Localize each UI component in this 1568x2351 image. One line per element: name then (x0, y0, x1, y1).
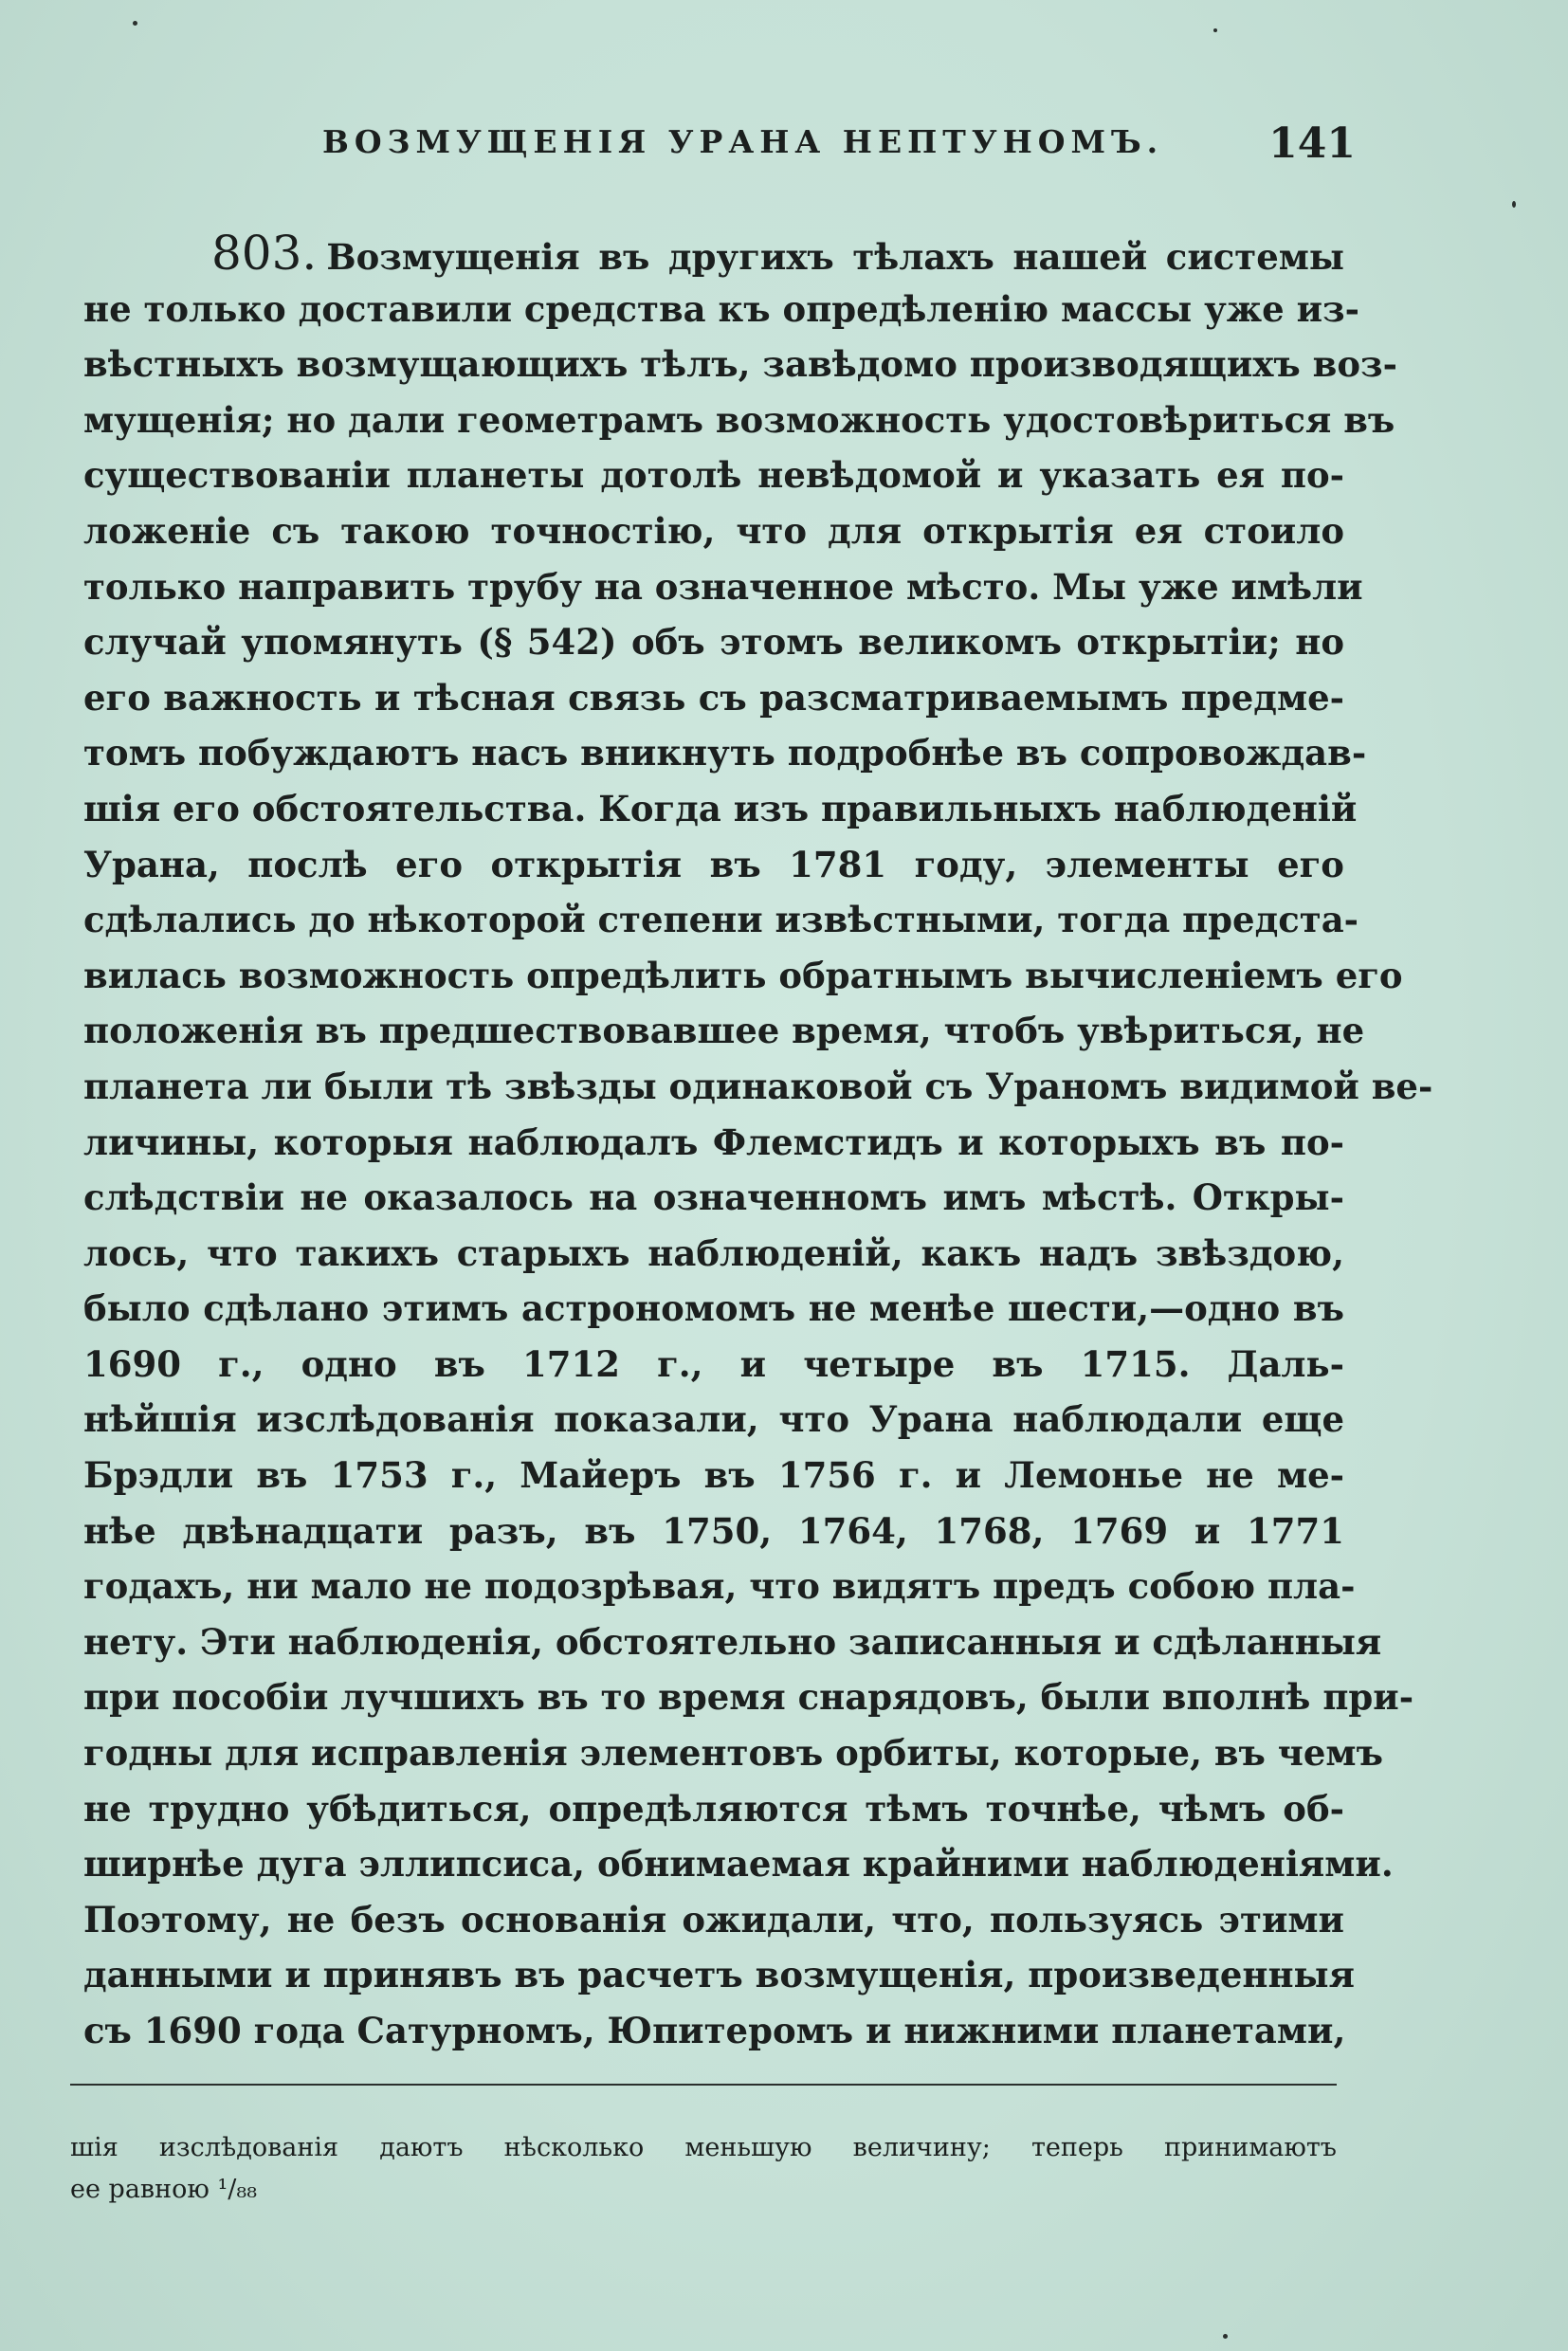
text-line: личины, которыя наблюдалъ Флемстидъ и которыхъ въ по- (83, 1121, 1344, 1163)
text-line: нету. Эти наблюденія, обстоятельно записанныя и сдѣланныя (83, 1620, 1382, 1663)
text-line: при пособіи лучшихъ въ то время снарядовъ, были вполнѣ при- (83, 1676, 1414, 1719)
text-line: случай упомянуть (§ 542) объ этомъ великомъ открытіи; но (83, 621, 1344, 664)
text-line: данными и принявъ въ расчетъ возмущенія, произведенныя (83, 1954, 1355, 1996)
text-line: его важность и тѣсная связь съ разсматриваемымъ предме- (83, 676, 1344, 719)
page-number: 141 (1268, 119, 1356, 168)
section-number: 803. (211, 226, 318, 281)
running-head (322, 119, 1356, 176)
text-line: ширнѣе дуга эллипсиса, обнимаемая крайними наблюденіями. (83, 1843, 1394, 1886)
text-line: мущенія; но дали геометрамъ возможность удостовѣриться въ (83, 398, 1395, 441)
footnote-line: ее равною ¹/₈₈ (70, 2175, 258, 2204)
text-line: годахъ, ни мало не подозрѣвая, что видятъ предъ собою пла- (83, 1565, 1356, 1608)
text-line: не только доставили средства къ опредѣленію массы уже из- (83, 287, 1359, 330)
text-line: съ 1690 года Сатурномъ, Юпитеромъ и нижними планетами, (83, 2010, 1346, 2051)
text-line: было сдѣлано этимъ астрономомъ не менѣе шести,—одно въ (83, 1287, 1344, 1330)
footnote (70, 2127, 1337, 2211)
text-line: вѣстныхъ возмущающихъ тѣлъ, завѣдомо производящихъ воз- (83, 343, 1398, 386)
text-line: 1690 г., одно въ 1712 г., и четыре въ 1715. Даль- (83, 1342, 1344, 1385)
text-line: Поэтому, не безъ основанія ожидали, что, пользуясь этими (83, 1898, 1344, 1941)
text-line: ложеніе съ такою точностію, что для открытія ея стоило (83, 509, 1344, 552)
text-line (83, 226, 1344, 282)
running-title: ВОЗМУЩЕНІЯ УРАНА НЕПТУНОМЪ. (322, 123, 1164, 160)
text-line: шія его обстоятельства. Когда изъ правильныхъ наблюденій (83, 787, 1358, 829)
section-803-text (83, 226, 1433, 2059)
text-line: томъ побуждаютъ насъ вникнуть подробнѣе въ сопровождав- (83, 732, 1367, 775)
text-line-content: Возмущенія въ другихъ тѣлахъ нашей системы (326, 236, 1344, 278)
text-line: вилась возможность опредѣлить обратнымъ вычисленіемъ его (83, 954, 1403, 996)
text-line: положенія въ предшествовавшее время, чтобъ увѣриться, не (83, 1010, 1365, 1052)
text-line: слѣдствіи не оказалось на означенномъ имъ мѣстѣ. Откры- (83, 1176, 1344, 1219)
text-line: Брэдли въ 1753 г., Майеръ въ 1756 г. и Лемонье не ме- (83, 1454, 1344, 1497)
text-line: лось, что такихъ старыхъ наблюденій, какъ надъ звѣздою, (83, 1231, 1344, 1274)
text-line: годны для исправленія элементовъ орбиты, которые, въ чемъ (83, 1732, 1383, 1775)
text-line: нѣйшія изслѣдованія показали, что Урана наблюдали еще (83, 1398, 1344, 1441)
print-speck (1223, 2334, 1228, 2339)
print-speck (133, 21, 137, 26)
text-line: не трудно убѣдиться, опредѣляются тѣмъ точнѣе, чѣмъ об- (83, 1787, 1344, 1830)
footnote-line: шія изслѣдованія даютъ нѣсколько меньшую величину; теперь принимаютъ (70, 2133, 1337, 2162)
print-speck (1512, 201, 1516, 208)
text-line: Урана, послѣ его открытія въ 1781 году, элементы его (83, 843, 1344, 885)
text-line: нѣе двѣнадцати разъ, въ 1750, 1764, 1768, 1769 и 1771 (83, 1509, 1344, 1552)
text-line: сдѣлались до нѣкоторой степени извѣстными, тогда предста- (83, 899, 1359, 941)
footnote-divider (70, 2084, 1337, 2086)
text-line: только направить трубу на означенное мѣсто. Мы уже имѣли (83, 565, 1363, 608)
text-line: существованіи планеты дотолѣ невѣдомой и указать ея по- (83, 454, 1344, 497)
text-line: планета ли были тѣ звѣзды одинаковой съ Ураномъ видимой ве- (83, 1065, 1433, 1107)
print-speck (1213, 28, 1217, 32)
